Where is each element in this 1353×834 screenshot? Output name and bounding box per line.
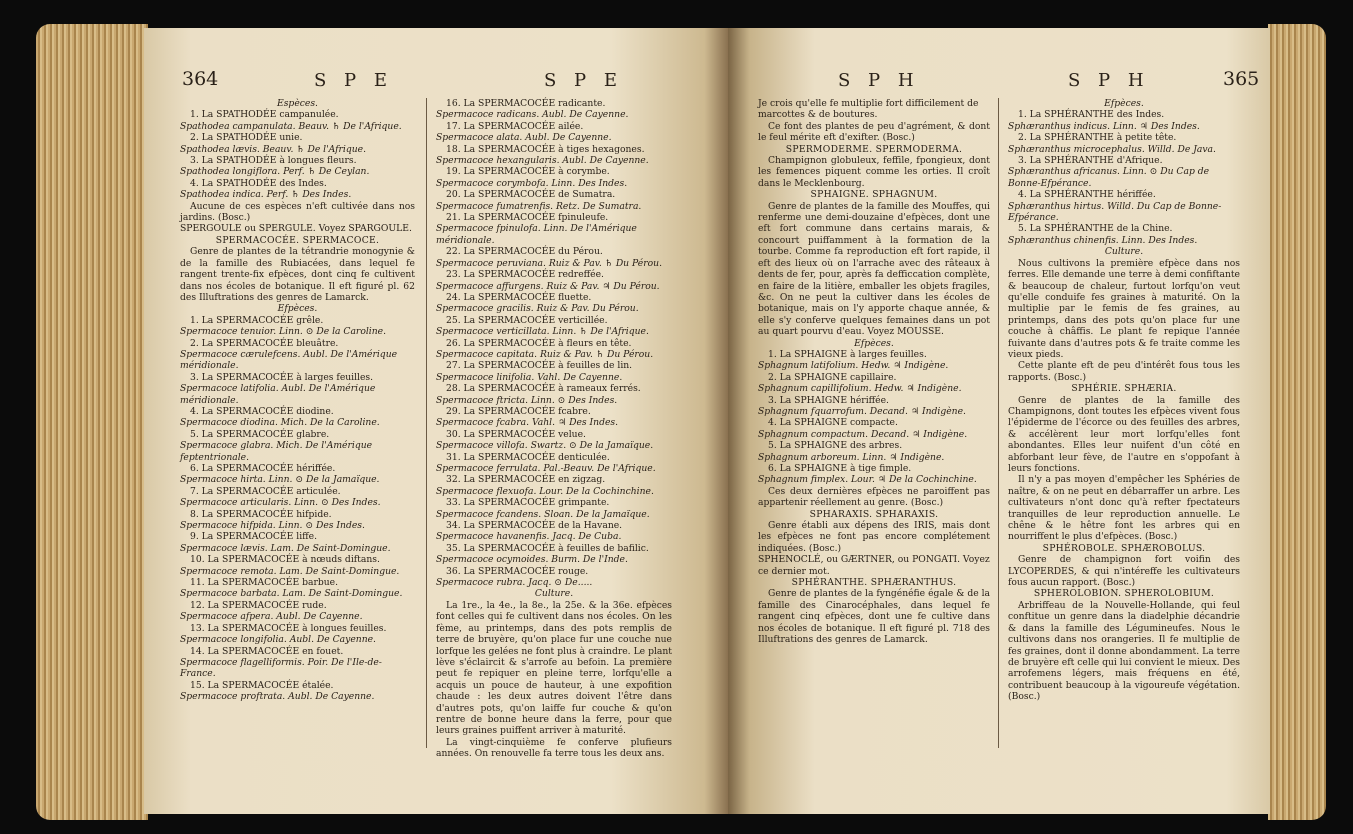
entry-heading: SPHAIGNE. SPHAGNUM. [810, 189, 938, 201]
species-latin-name: Sphæranthus indicus. Linn. ♃ Des Indes. [1008, 120, 1200, 132]
species-latin-name: Sphæranthus hirtus. Willd. Du Cap de Bonne-Efpérance. [1008, 200, 1222, 224]
text-line: 2. La SPATHODÉE unie. [190, 132, 303, 144]
text-line: 7. La SPERMACOCÉE articulée. [190, 485, 341, 497]
text-line: 24. La SPERMACOCÉE fluette. [446, 291, 592, 303]
species-latin-name: Spermacoce radicans. Aubl. De Cayenne. [436, 109, 629, 121]
column-rule [998, 98, 999, 748]
text-line: Je crois qu'elle fe multiplie fort difficilement de marcottes & de boutures. [758, 98, 979, 121]
text-line: 6. La SPHAIGNE à tige fimple. [768, 463, 912, 474]
entry-heading: SPERMODERME. SPERMODERMA. [785, 143, 963, 155]
species-latin-name: Sphagnum fquarrofum. Decand. ♃ Indigène. [758, 405, 966, 417]
species-latin-name: Spermacoce glabra. Mich. De l'Amérique feptentrionale. [180, 440, 373, 463]
text-line: 2. La SPHÉRANTHE à petite tête. [1018, 132, 1177, 144]
species-latin-name: Spathodea lævis. Beauv. ♄ De l'Afrique. [180, 143, 366, 155]
species-latin-name: Spermacoce ferrulata. Pal.-Beauv. De l'Afrique. [436, 463, 656, 474]
text-line: 30. La SPERMACOCÉE velue. [446, 428, 586, 440]
page-edges-left [36, 24, 148, 820]
right-column-1 [758, 98, 990, 646]
text-line: SPHENOCLÉ, ou GÆRTNER, ou PONGATI. Voyez ce dernier mot. [758, 554, 990, 577]
page-edges-right [1268, 24, 1326, 820]
species-latin-name: Sphagnum latifolium. Hedw. ♃ Indigène. [758, 360, 949, 372]
text-line: 9. La SPERMACOCÉE liffe. [190, 531, 318, 543]
species-latin-name: Spermacoce corymbofa. Linn. Des Indes. [436, 177, 628, 189]
entry-heading: SPHEROLOBION. SPHEROLOBIUM. [1033, 588, 1215, 600]
species-latin-name: Spermacoce hirta. Linn. ⊙ De la Jamaïque. [180, 474, 380, 486]
species-latin-name: Spermacoce linifolia. Vahl. De Cayenne. [436, 371, 623, 383]
text-line: Il n'y a pas moyen d'empêcher les Sphéries de naître, & on ne peut en débarraffer un arbre. Les cultivateurs n'ont donc qu'à refter fpectateurs tranquilles de leur reproduction annuelle. Le chêne & le hêtre font les arbres qui en nourriffent le plus d'efpèces. (Bosc.) [1008, 474, 1240, 543]
text-line: 21. La SPERMACOCÉE fpinuleufe. [446, 212, 609, 224]
entry-heading: SPHÉRANTHE. SPHÆRANTHUS. [791, 577, 957, 589]
text-line: 5. La SPHAIGNE des arbres. [768, 440, 903, 452]
species-latin-name: Sphagnum arboreum. Linn. ♃ Indigène. [758, 451, 945, 463]
species-latin-name: Spermacoce remota. Lam. De Saint-Domingue. [180, 565, 400, 577]
left-column-1 [180, 98, 415, 703]
species-latin-name: Spermacoce alata. Aubl. De Cayenne. [436, 132, 612, 144]
species-latin-name: Spermacoce capitata. Ruiz & Pav. ♄ Du Pérou. [436, 348, 654, 360]
species-latin-name: Sphæranthus africanus. Linn. ⊙ Du Cap de Bonne-Efpérance. [1008, 166, 1210, 189]
text-line: 4. La SPHÉRANTHE hériffée. [1018, 189, 1156, 201]
text-line: Aucune de ces espèces n'eft cultivée dans nos jardins. (Bosc.) [180, 200, 415, 224]
text-line: La vingt-cinquième fe conferve plufieurs années. On renouvelle fa terre tous les deux ans. [436, 736, 672, 760]
text-line: 18. La SPERMACOCÉE à tiges hexagones. [446, 143, 645, 155]
text-line: 32. La SPERMACOCÉE en zigzag. [446, 474, 606, 486]
species-latin-name: Spermacoce fumatrenfis. Retz. De Sumatra. [436, 200, 642, 212]
species-latin-name: Sphagnum capillifolium. Hedw. ♃ Indigène. [758, 383, 962, 395]
running-head-left-a: S P E [314, 70, 394, 91]
text-line: Genre de plantes de la famille des Mouffes, qui renferme une demi-douzaine d'efpèces, dont une eft fort commune dans certains marais, & concourt puiffamment à la formation de la tourbe. Comme fa reproduction eft fort rapide, il eft des lieux où on l'arrache avec des râteaux à dents de fer, pour, après fa defficcation complète, en faire de la litière, emballer les objets fragiles, &c. On ne peut la cultiver dans les écoles de botanique, mais on l'y apporte chaque année, & elle s'y conferve quelques femaines dans un pot au quart pourvu d'eau. Voyez MOUSSE. [758, 200, 990, 338]
text-line: 16. La SPERMACOCÉE radicante. [446, 98, 606, 109]
text-line: Ces deux dernières efpèces ne paroiffent pas appartenir réellement au genre. (Bosc.) [758, 485, 990, 509]
species-latin-name: Spermacoce diodina. Mich. De la Caroline. [180, 417, 380, 429]
text-line: Genre établi aux dépens des IRIS, mais dont les efpèces ne font pas encore complétement indiquées. (Bosc.) [758, 520, 990, 554]
text-line: 14. La SPERMACOCÉE en fouet. [190, 645, 344, 657]
text-line: 1. La SPERMACOCÉE grêle. [190, 314, 324, 326]
page-number-right: 365 [1223, 68, 1260, 90]
running-head-right-b: S P H [1068, 70, 1150, 91]
text-line: 12. La SPERMACOCÉE rude. [190, 599, 327, 611]
text-line: 2. La SPERMACOCÉE bleuâtre. [190, 337, 339, 349]
text-line: Genre de champignon fort voifin des LYCOPERDES, & qui n'intéreffe les cultivateurs fous aucun rapport. (Bosc.) [1008, 554, 1240, 589]
species-latin-name: Sphæranthus microcephalus. Willd. De Java. [1008, 143, 1216, 155]
running-head-left-b: S P E [544, 70, 624, 91]
species-latin-name: Spermacoce villofa. Swartz. ⊙ De la Jamaïque. [436, 440, 654, 452]
entry-heading: SPHARAXIS. SPHARAXIS. [809, 508, 939, 520]
text-line: Arbriffeau de la Nouvelle-Hollande, qui feul conftitue un genre dans la diadelphie décandrie & dans la famille des Légumineufes. Nous le cultivons dans nos orangeries. Il fe multiplie de fes graines, dont il donne abondamment. La terre de bruyère eft celle qui lui convient le mieux. Des arrofemens légers, mais fréquens en été, contribuent beaucoup à la vigoureufe végétation. (Bosc.) [1008, 599, 1240, 703]
text-line: 3. La SPERMACOCÉE à larges feuilles. [190, 371, 374, 383]
running-head-right-a: S P H [838, 70, 920, 91]
section-heading: Culture. [534, 588, 574, 600]
text-line: 15. La SPERMACOCÉE étalée. [190, 679, 334, 691]
text-line: Ce font des plantes de peu d'agrément, & dont le feul mérite eft d'exifter. (Bosc.) [758, 120, 990, 144]
left-column-2 [436, 98, 672, 760]
text-line: 33. La SPERMACOCÉE grimpante. [446, 497, 610, 509]
species-latin-name: Spermacoce hifpida. Linn. ⊙ Des Indes. [180, 520, 365, 532]
species-latin-name: Spermacoce havanenfis. Jacq. De Cuba. [436, 531, 622, 543]
text-line: 1. La SPATHODÉE campanulée. [190, 109, 339, 121]
column-rule [426, 98, 427, 748]
text-line: 2. La SPHAIGNE capillaire. [768, 371, 897, 383]
text-line: 4. La SPATHODÉE des Indes. [190, 177, 327, 189]
species-latin-name: Spermacoce rubra. Jacq. ⊙ De..... [436, 577, 593, 589]
text-line: 3. La SPHAIGNE hériffée. [768, 394, 889, 406]
text-line: Genre de plantes de la famille des Champignons, dont toutes les efpèces vivent fous l'épiderme de l'écorce ou des feuilles des arbres, & accélèrent leur mort lorfqu'elles font abondantes. Elles leur nuifent d'un côté en abforbant leur fève, de l'autre en s'oppofant à leurs fonctions. [1008, 394, 1240, 474]
species-latin-name: Spermacoce fpinulofa. Linn. De l'Amérique méridionale. [436, 223, 637, 246]
species-latin-name: Spermacoce fcandens. Sloan. De la Jamaïque. [436, 508, 650, 520]
species-latin-name: Spathodea indica. Perf. ♄ Des Indes. [180, 189, 352, 201]
species-latin-name: Spermacoce cærulefcens. Aubl. De l'Amérique méridionale. [180, 348, 398, 372]
text-line: 34. La SPERMACOCÉE de la Havane. [446, 520, 623, 532]
text-line: 26. La SPERMACOCÉE à fleurs en tête. [446, 337, 632, 349]
text-line: 1. La SPHÉRANTHE des Indes. [1018, 109, 1165, 121]
species-latin-name: Spermacoce tenuior. Linn. ⊙ De la Caroline. [180, 326, 387, 338]
section-heading: Efpèces. [1104, 98, 1144, 109]
species-latin-name: Spermacoce lævis. Lam. De Saint-Domingue. [180, 542, 391, 554]
text-line: 4. La SPHAIGNE compacte. [768, 417, 898, 429]
text-line: 8. La SPERMACOCÉE hifpide. [190, 508, 332, 520]
section-heading: Culture. [1104, 246, 1144, 258]
species-latin-name: Spathodea campanulata. Beauv. ♄ De l'Afrique. [180, 120, 402, 132]
species-latin-name: Spermacoce peruviana. Ruiz & Pav. ♄ Du Pérou. [436, 257, 662, 269]
text-line: 19. La SPERMACOCÉE à corymbe. [446, 166, 610, 178]
text-line: Genre de plantes de la fyngénéfie égale & de la famille des Cinarocéphales, dans lequel fe rangent cinq efpèces, dont une fe cultive dans nos écoles de botanique. Il eft figuré pl. 718 des Illuftrations des genres de Lamarck. [758, 588, 990, 646]
species-latin-name: Spermacoce flexuofa. Lour. De la Cochinchine. [436, 485, 654, 497]
species-latin-name: Spermacoce articularis. Linn. ⊙ Des Indes. [180, 497, 381, 509]
text-line: 10. La SPERMACOCÉE à nœuds diftans. [190, 554, 380, 566]
page-number-left: 364 [182, 68, 219, 90]
species-latin-name: Spermacoce afpera. Aubl. De Cayenne. [180, 611, 363, 623]
entry-heading: SPHÉRIE. SPHÆRIA. [1071, 383, 1177, 395]
species-latin-name: Spermacoce flagelliformis. Poir. De l'Ile-de-France. [180, 656, 382, 680]
species-latin-name: Sphagnum fimplex. Lour. ♃ De la Cochinchine. [758, 474, 977, 486]
text-line: 25. La SPERMACOCÉE verticillée. [446, 314, 608, 326]
text-line: La 1re., la 4e., la 8e., la 25e. & la 36e. efpèces font celles qui fe cultivent dans nos écoles. On les fème, au printemps, dans des pots remplis de terre de bruyère, qu'on place fur une couche nue lorfque les gelées ne font plus à craindre. Le plant lève s'éclaircit & s'arrofe au befoin. La première peut fe repiquer en pleine terre, lorfqu'elle a acquis un pouce de hauteur, à une expofition chaude : les deux autres doivent l'être dans d'autres pots, qu'on laiffe fur couche & qu'on rentre de bonne heure dans la ferre, pour que leurs graines puiffent arriver à maturité. [436, 599, 672, 737]
species-latin-name: Spathodea longiflora. Perf. ♄ De Ceylan. [180, 166, 370, 178]
species-latin-name: Spermacoce verticillata. Linn. ♄ De l'Afrique. [436, 326, 649, 338]
species-latin-name: Spermacoce ftricta. Linn. ⊙ Des Indes. [436, 394, 618, 406]
species-latin-name: Spermacoce gracilis. Ruiz & Pav. Du Pérou. [436, 303, 639, 315]
text-line: 20. La SPERMACOCÉE de Sumatra. [446, 189, 616, 201]
species-latin-name: Spermacoce latifolia. Aubl. De l'Amérique méridionale. [180, 383, 376, 406]
text-line: 29. La SPERMACOCÉE fcabre. [446, 405, 591, 417]
text-line: Genre de plantes de la tétrandrie monogynie & de la famille des Rubiacées, dans lequel fe rangent trente-fix efpèces, dont cinq fe cultivent dans nos écoles de botanique. Il eft figuré pl. 62 des Illuftrations des genres de Lamarck. [180, 246, 415, 303]
text-line: 17. La SPERMACOCÉE ailée. [446, 120, 584, 132]
text-line: 1. La SPHAIGNE à larges feuilles. [768, 348, 927, 360]
entry-heading: SPERMACOCÉE. SPERMACOCE. [215, 234, 380, 246]
text-line: 28. La SPERMACOCÉE à rameaux ferrés. [446, 383, 641, 395]
species-latin-name: Spermacoce ocymoides. Burm. De l'Inde. [436, 554, 628, 566]
species-latin-name: Sphagnum compactum. Decand. ♃ Indigène. [758, 428, 968, 440]
text-line: SPERGOULE ou SPERGULE. Voyez SPARGOULE. [180, 223, 412, 235]
section-heading: Espèces. [277, 98, 318, 109]
text-line: 4. La SPERMACOCÉE diodine. [190, 405, 334, 417]
species-latin-name: Spermacoce barbata. Lam. De Saint-Domingue. [180, 588, 403, 600]
species-latin-name: Spermacoce longifolia. Aubl. De Cayenne. [180, 634, 376, 646]
text-line: Champignon globuleux, feffile, fpongieux, dont les femences piquent comme les orties. Il croît dans le Mecklenbourg. [758, 155, 990, 189]
text-line: 22. La SPERMACOCÉE du Pérou. [446, 246, 603, 258]
text-line: 5. La SPERMACOCÉE glabre. [190, 428, 330, 440]
open-book [36, 18, 1326, 826]
section-heading: Efpèces. [854, 337, 894, 349]
text-line: Nous cultivons la première efpèce dans nos ferres. Elle demande une terre à demi confiftante & beaucoup de chaleur, furtout lorfqu'on veut qu'elle conduife fes graines à maturité. On la multiplie par le femis de fes graines, au printemps, dans des pots qu'on place fur une couche à châffis. Le plant fe repique l'année fuivante dans d'autres pots & fe traite comme les vieux pieds. [1008, 257, 1240, 360]
text-line: 27. La SPERMACOCÉE à feuilles de lin. [446, 360, 633, 372]
right-page [728, 28, 1270, 814]
text-line: 3. La SPHÉRANTHE d'Afrique. [1018, 155, 1163, 167]
text-line: 35. La SPERMACOCÉE à feuilles de bafilic. [446, 542, 649, 554]
text-line: 3. La SPATHODÉE à longues fleurs. [190, 155, 357, 167]
text-line: 31. La SPERMACOCÉE denticulée. [446, 451, 610, 463]
text-line: 23. La SPERMACOCÉE redreffée. [446, 269, 604, 281]
species-latin-name: Spermacoce affurgens. Ruiz & Pav. ♃ Du Pérou. [436, 280, 660, 292]
text-line: 6. La SPERMACOCÉE hériffée. [190, 463, 336, 474]
left-page [144, 28, 728, 814]
section-heading: Efpèces. [277, 303, 318, 315]
text-line: 5. La SPHÉRANTHE de la Chine. [1018, 223, 1173, 235]
right-column-2 [1008, 98, 1240, 703]
text-line: Cette plante eft de peu d'intérêt fous tous les rapports. (Bosc.) [1008, 360, 1240, 383]
text-line: 13. La SPERMACOCÉE à longues feuilles. [190, 622, 387, 634]
entry-heading: SPHÉROBOLE. SPHÆROBOLUS. [1042, 542, 1206, 554]
text-line: 11. La SPERMACOCÉE barbue. [190, 577, 339, 589]
species-latin-name: Spermacoce hexangularis. Aubl. De Cayenne. [436, 155, 649, 167]
species-latin-name: Spermacoce proftrata. Aubl. De Cayenne. [180, 691, 375, 703]
species-latin-name: Sphæranthus chinenfis. Linn. Des Indes. [1008, 234, 1198, 246]
species-latin-name: Spermacoce fcabra. Vahl. ♃ Des Indes. [436, 417, 619, 429]
text-line: 36. La SPERMACOCÉE rouge. [446, 565, 589, 577]
